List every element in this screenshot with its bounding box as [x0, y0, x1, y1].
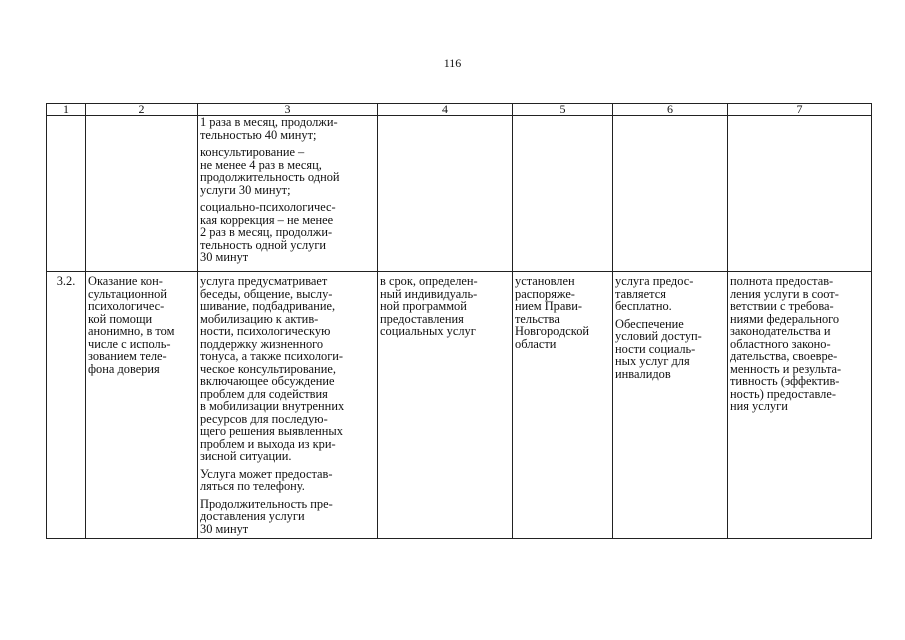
- column-number-6: 6: [613, 104, 728, 116]
- services-table: [46, 103, 872, 539]
- service-accessibility-note: Обеспечение условий доступ- ности социаль- ных услуг для инвалидов: [615, 316, 702, 381]
- service-duration-note: Продолжительность пре- доставления услуги 30 минут: [200, 496, 333, 536]
- column-number-row: [47, 104, 872, 116]
- continuation-cell-description: [198, 116, 378, 272]
- continuation-cell-conditions: [613, 116, 728, 272]
- service-tariff: установлен распоряже- нием Прави- тельства Новгородской области: [513, 272, 613, 539]
- column-number-4: 4: [378, 104, 513, 116]
- service-phone-note: Услуга может предостав- ляться по телефону.: [200, 466, 333, 493]
- service-name: Оказание кон- сультационной психологичес- кой помощи анонимно, в том числе с исполь- зованием теле- фона доверия: [86, 272, 198, 539]
- service-description-main: услуга предусматривает беседы, общение, выслу- шивание, подбадривание, мобилизацию к актив- ности, психологическую поддержку жизненного тонуса, а также психологи- ческое консультирование, включающее обсуждение проблем для содействия в мобилизации внутренних ресурсов для последую- щего решения выявленных проблем и выхода из кри- зисной ситуации.: [200, 274, 345, 463]
- service-conditions-cell: [613, 272, 728, 539]
- continuation-cell-service: [86, 116, 198, 272]
- service-row-3-2: [47, 272, 872, 539]
- continuation-cell-tariff: [513, 116, 613, 272]
- service-free-note: услуга предос- тавляется бесплатно.: [615, 274, 694, 313]
- continuation-cell-number: [47, 116, 86, 272]
- correction-frequency-text: социально-психологичес- кая коррекция – не менее 2 раз в месяц, продолжи- тельность одной услуги 30 минут: [200, 200, 336, 264]
- service-quality: полнота предостав- ления услуги в соот- ветствии с требова- ниями федерального законодательства и областного законо- дательства, своевре- менность и результа- тивность (эффектив- ность) предоставле- ния услуги: [728, 272, 872, 539]
- column-number-7: 7: [728, 104, 872, 116]
- service-term: в срок, определен- ный индивидуаль- ной программой предоставления социальных услуг: [378, 272, 513, 539]
- service-description-cell: [198, 272, 378, 539]
- column-number-1: 1: [47, 104, 86, 116]
- continuation-cell-quality: [728, 116, 872, 272]
- service-number: 3.2.: [47, 272, 86, 539]
- page-number: 116: [443, 56, 462, 70]
- column-number-5: 5: [513, 104, 613, 116]
- column-number-2: 2: [86, 104, 198, 116]
- continuation-row: [47, 116, 872, 272]
- continuation-cell-term: [378, 116, 513, 272]
- consulting-frequency-text: консультирование – не менее 4 раз в месяц, продолжительность одной услуги 30 минут;: [200, 145, 340, 197]
- column-number-3: 3: [198, 104, 378, 116]
- session-frequency-text: 1 раза в месяц, продолжи- тельностью 40 минут;: [200, 115, 338, 142]
